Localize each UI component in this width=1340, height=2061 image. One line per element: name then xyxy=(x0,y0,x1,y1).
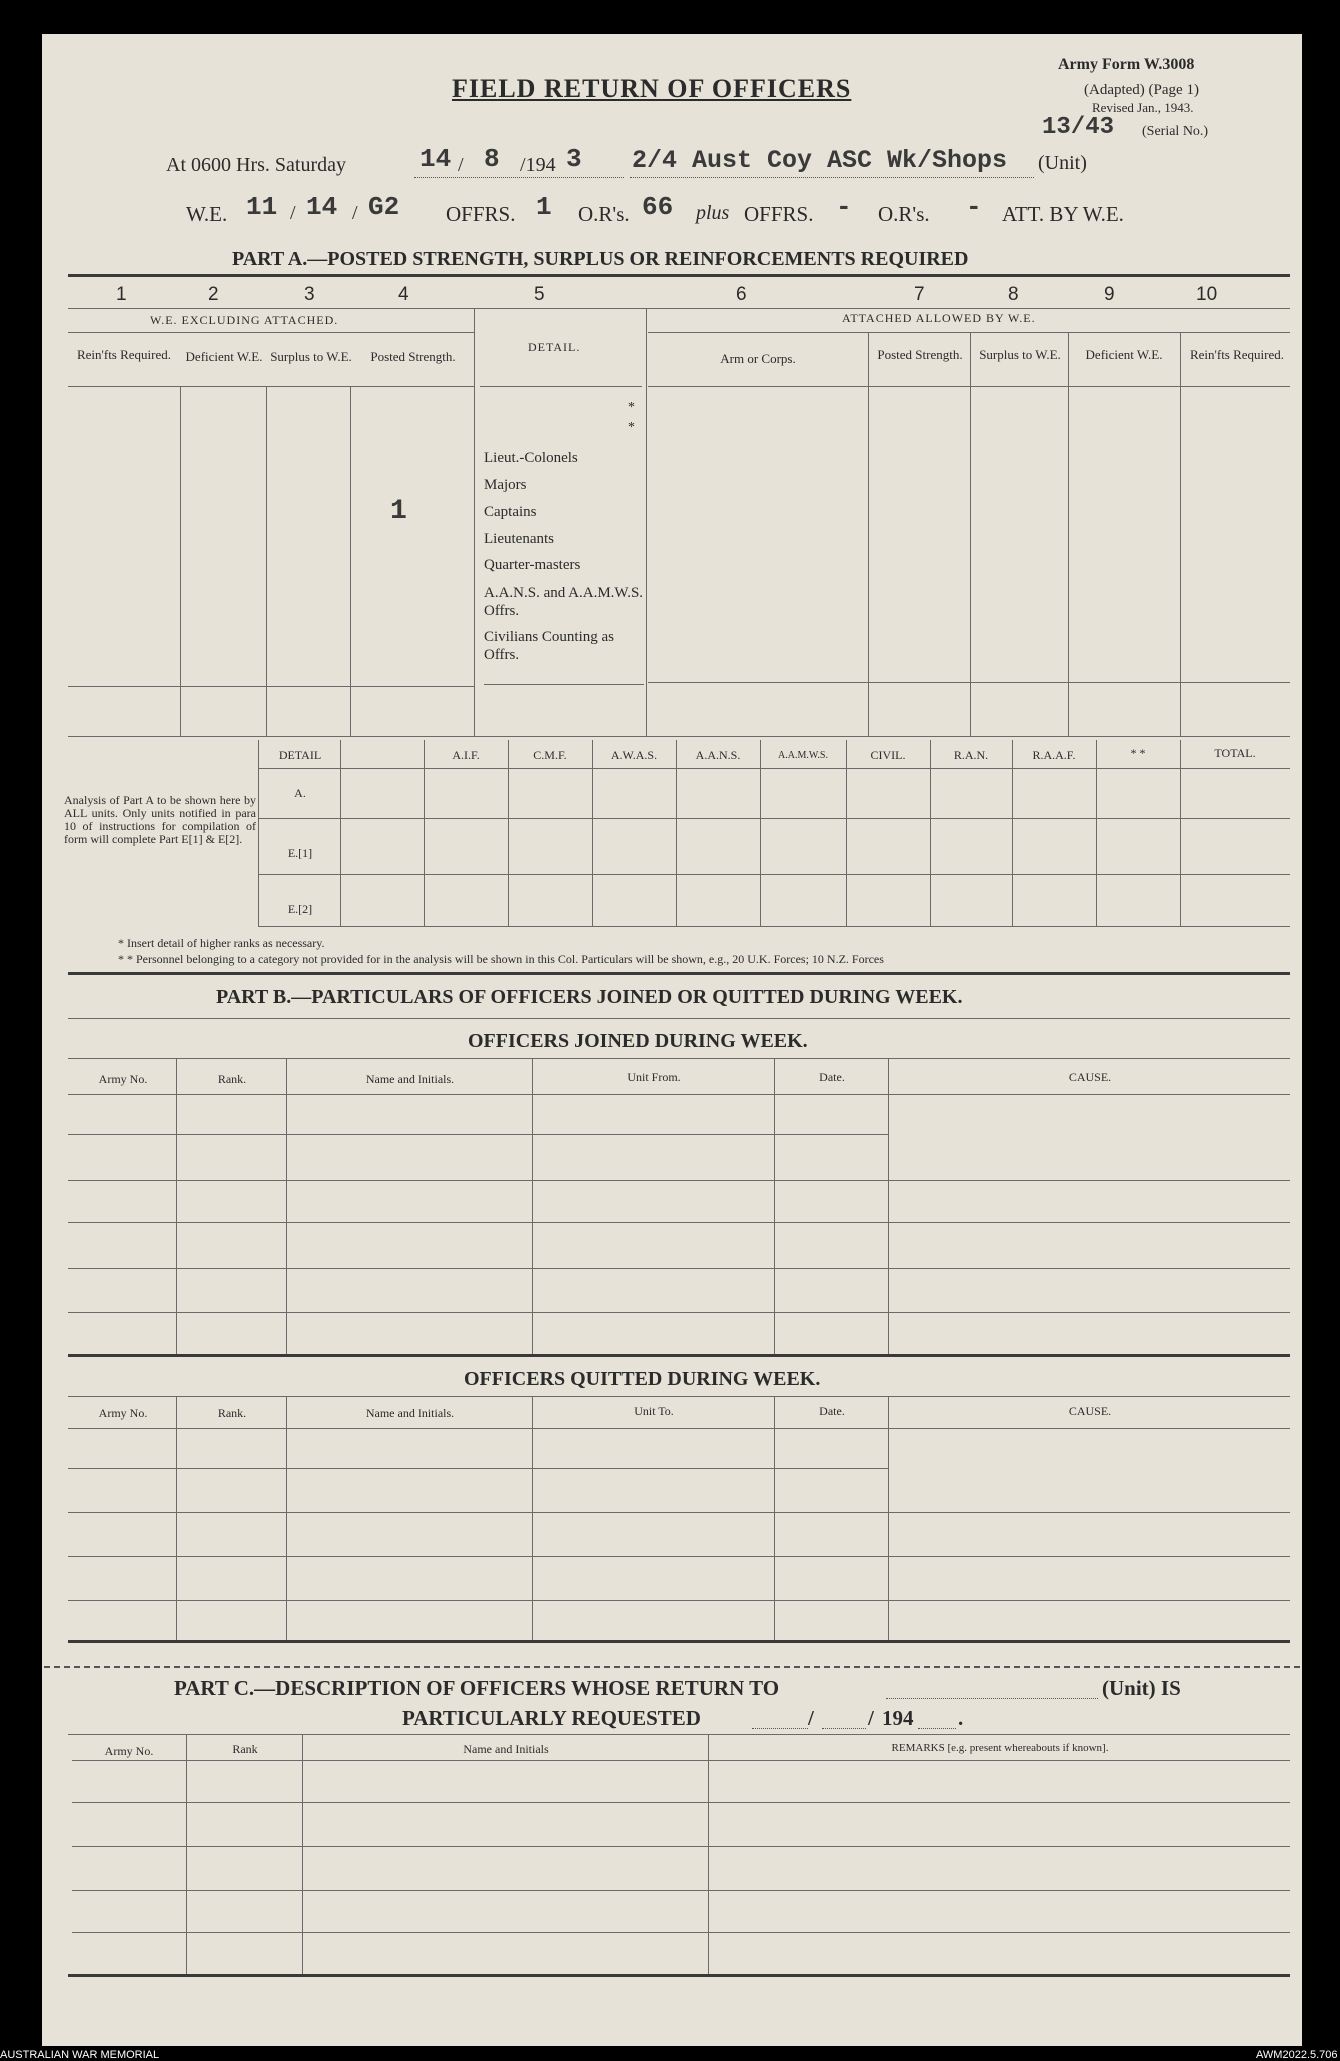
analysis-col-cmf: C.M.F. xyxy=(533,748,567,762)
rank-captains: Captains xyxy=(484,504,537,520)
date-year-digit: 3 xyxy=(566,144,582,174)
footer-archive-id: AWM2022.5.706 xyxy=(1256,2049,1338,2061)
form-number: Army Form W.3008 xyxy=(1058,56,1195,73)
part-b-title: PART B.—PARTICULARS OF OFFICERS JOINED OR QUITTED DURING WEEK. xyxy=(216,986,963,1008)
we-label: W.E. xyxy=(186,202,228,226)
analysis-col-awas: A.W.A.S. xyxy=(610,748,658,762)
date-month: 8 xyxy=(484,144,500,174)
we-group-header: W.E. EXCLUDING ATTACHED. xyxy=(150,313,339,327)
serial-value: 13/43 xyxy=(1042,114,1115,141)
footnote-higher-ranks: * Insert detail of higher ranks as necessary. xyxy=(118,936,325,950)
ors-value: 66 xyxy=(642,192,674,222)
part-c-title-line1: PART C.—DESCRIPTION OF OFFICERS WHOSE RETURN TO xyxy=(174,1676,780,1700)
analysis-col-ran: R.A.N. xyxy=(953,748,989,762)
part-c-title-line2: PARTICULARLY REQUESTED xyxy=(402,1706,701,1730)
col-num-3: 3 xyxy=(304,284,315,305)
ors-label: O.R's. xyxy=(578,202,630,226)
footer-archive-name: AUSTRALIAN WAR MEMORIAL xyxy=(0,2049,160,2061)
offrs2-value: - xyxy=(836,192,852,222)
col-num-5: 5 xyxy=(534,284,545,305)
quitted-header-date: Date. xyxy=(819,1404,845,1418)
joined-header-cause: CAUSE. xyxy=(1068,1070,1112,1084)
analysis-col-aif: A.I.F. xyxy=(452,748,480,762)
offrs-value: 1 xyxy=(536,192,552,222)
rank-civilians: Civilians Counting as Offrs. xyxy=(484,629,615,663)
joined-header-unit-from: Unit From. xyxy=(627,1070,681,1084)
analysis-col-total: TOTAL. xyxy=(1214,746,1256,760)
analysis-col-other: * * xyxy=(1130,746,1146,760)
quitted-title: OFFICERS QUITTED DURING WEEK. xyxy=(464,1368,821,1390)
time-label: At 0600 Hrs. Saturday xyxy=(166,154,346,176)
att-reinforcements-header: Rein'fts Required. xyxy=(1189,347,1285,362)
offrs2-label: OFFRS. xyxy=(744,202,814,226)
serial-label: (Serial No.) xyxy=(1142,124,1209,139)
col-num-7: 7 xyxy=(914,284,925,305)
posted-strength-header: Posted Strength. xyxy=(370,349,456,364)
form-revised: Revised Jan., 1943. xyxy=(1092,100,1194,115)
rank-lieut-colonels: Lieut.-Colonels xyxy=(484,450,578,466)
unit-label: (Unit) xyxy=(1038,152,1087,174)
detail-dot-2: * xyxy=(628,420,635,435)
joined-header-army-no: Army No. xyxy=(98,1072,148,1086)
page-title: FIELD RETURN OF OFFICERS xyxy=(452,74,852,103)
analysis-col-aamws: A.A.M.W.S. xyxy=(778,750,828,761)
offrs-label: OFFRS. xyxy=(446,202,516,226)
unit-value: 2/4 Aust Coy ASC Wk/Shops xyxy=(632,146,1008,175)
col-num-1: 1 xyxy=(116,284,127,305)
attached-group-header: ATTACHED ALLOWED BY W.E. xyxy=(842,311,1036,325)
col-num-9: 9 xyxy=(1104,284,1115,305)
analysis-row-e1: E.[1] xyxy=(287,846,313,860)
we-b: 14 xyxy=(306,192,338,222)
deficient-header: Deficient W.E. xyxy=(185,349,263,364)
part-c-header-remarks: REMARKS [e.g. present whereabouts if known]. xyxy=(891,1742,1109,1754)
att-surplus-header: Surplus to W.E. xyxy=(979,347,1061,362)
detail-dot-1: * xyxy=(628,400,635,415)
date-year-prefix: 194 xyxy=(525,154,556,176)
date-day: 14 xyxy=(420,144,452,174)
joined-header-date: Date. xyxy=(819,1070,845,1084)
detail-header: DETAIL. xyxy=(528,340,581,354)
rank-majors: Majors xyxy=(484,477,527,493)
col-num-8: 8 xyxy=(1008,284,1019,305)
form-adapted: (Adapted) (Page 1) xyxy=(1084,82,1199,98)
ors2-value: - xyxy=(966,192,982,222)
surplus-header: Surplus to W.E. xyxy=(270,349,352,364)
quitted-header-unit-to: Unit To. xyxy=(634,1404,674,1418)
part-a-title: PART A.—POSTED STRENGTH, SURPLUS OR REINFORCEMENTS REQUIRED xyxy=(232,248,969,270)
arm-corps-header: Arm or Corps. xyxy=(720,351,796,366)
part-c-header-name: Name and Initials xyxy=(463,1742,549,1756)
analysis-detail-header: DETAIL xyxy=(278,748,322,762)
quitted-header-army-no: Army No. xyxy=(98,1406,148,1420)
rank-lieutenants: Lieutenants xyxy=(484,531,554,547)
col-num-10: 10 xyxy=(1196,284,1218,305)
reinforcements-required-header: Rein'fts Required. xyxy=(76,347,172,362)
rank-aans-aamws: A.A.N.S. and A.A.M.W.S. Offrs. xyxy=(484,585,644,619)
quitted-header-name: Name and Initials. xyxy=(365,1406,455,1420)
joined-header-rank: Rank. xyxy=(217,1072,247,1086)
analysis-row-a: A. xyxy=(294,786,306,800)
ors2-label: O.R's. xyxy=(878,202,930,226)
quitted-header-rank: Rank. xyxy=(217,1406,247,1420)
joined-title: OFFICERS JOINED DURING WEEK. xyxy=(468,1030,808,1052)
analysis-col-aans: A.A.N.S. xyxy=(695,748,741,762)
rank-quarter-masters: Quarter-masters xyxy=(484,557,581,573)
we-c: G2 xyxy=(368,192,400,222)
part-c-title-unit: (Unit) IS xyxy=(1102,1676,1181,1700)
analysis-col-civil: CIVIL. xyxy=(870,748,906,762)
footnote-other-category: * * Personnel belonging to a category not provided for in the analysis will be shown in this Col. Particulars will be shown, e.g., 20 U.K. Forces; 10 N.Z. Forces xyxy=(118,952,884,966)
we-a: 11 xyxy=(246,192,278,222)
col-num-6: 6 xyxy=(736,284,747,305)
att-posted-strength-header: Posted Strength. xyxy=(877,347,963,362)
posted-captains-value: 1 xyxy=(390,496,407,527)
col-num-2: 2 xyxy=(208,284,219,305)
analysis-row-e2: E.[2] xyxy=(287,902,313,916)
part-c-year-prefix: 194 xyxy=(882,1706,914,1730)
part-c-header-rank: Rank xyxy=(232,1742,258,1756)
analysis-col-raaf: R.A.A.F. xyxy=(1032,748,1076,762)
quitted-header-cause: CAUSE. xyxy=(1068,1404,1112,1418)
att-label: ATT. BY W.E. xyxy=(1002,202,1124,226)
plus-label: plus xyxy=(696,202,730,224)
analysis-note: Analysis of Part A to be shown here by ALL units. Only units notified in para 10 of instructions for compilation of form will complete Part E[1] & E[2]. xyxy=(64,793,256,846)
part-c-header-army-no: Army No. xyxy=(104,1744,154,1758)
att-deficient-header: Deficient W.E. xyxy=(1085,347,1163,362)
col-num-4: 4 xyxy=(398,284,409,305)
joined-header-name: Name and Initials. xyxy=(365,1072,455,1086)
